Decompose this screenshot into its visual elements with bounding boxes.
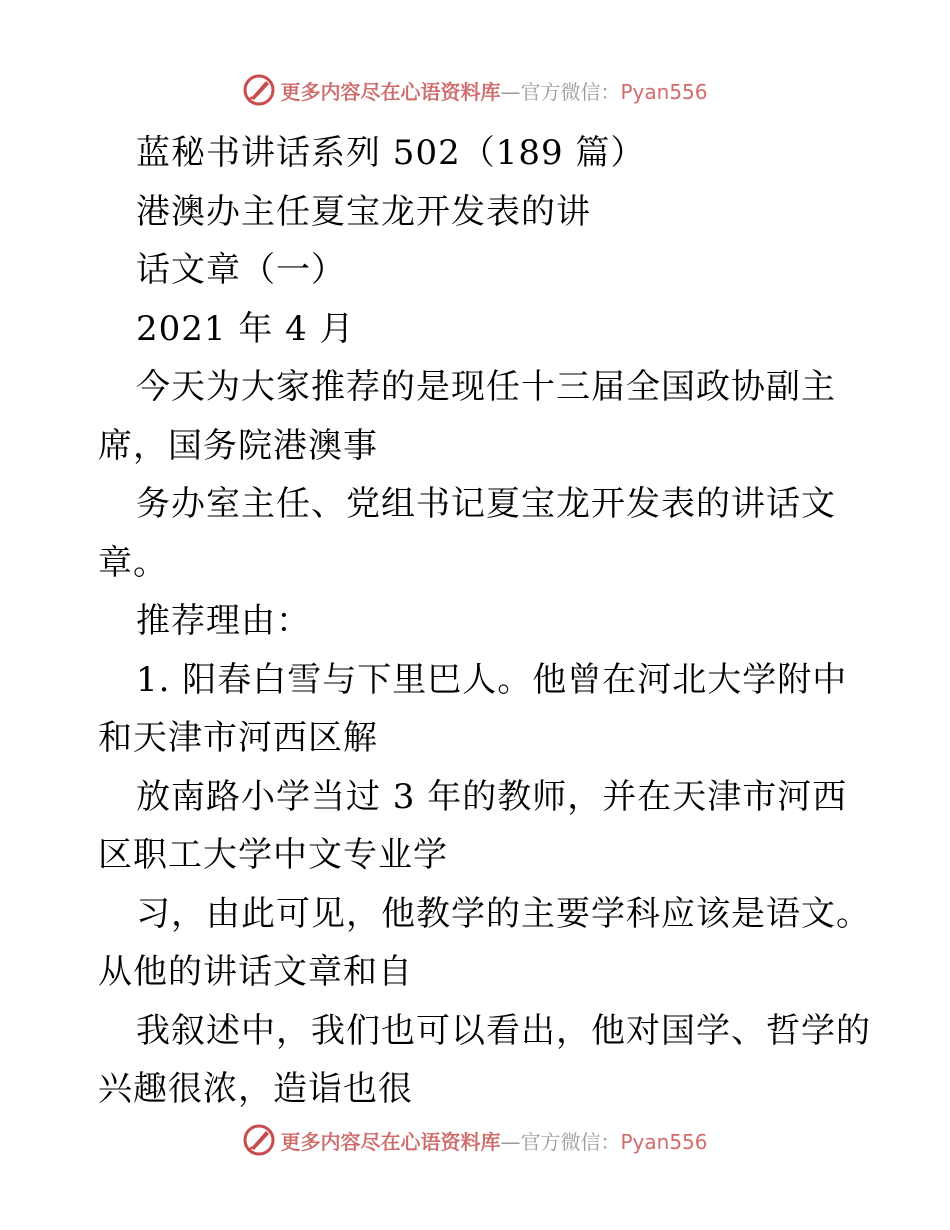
watermark-brand: 更多内容尽在心语资料库 [280,1129,501,1154]
text-line: 2021 年 4 月 [136,308,355,349]
text-line: 话文章（一） [136,250,346,290]
text-line: 从他的讲话文章和自 [98,952,413,992]
text-line: 我叙述中，我们也可以看出，他对国学、哲学的 [136,1010,871,1051]
text-line: 1. 阳春白雪与下里巴人。他曾在河北大学附中 [136,659,848,700]
text-line: 港澳办主任夏宝龙开发表的讲 [136,191,591,232]
watermark-official: 官方微信： [520,79,621,104]
footer-watermark [0,1120,950,1160]
text-line: 章。 [98,542,168,583]
text-line: 推荐理由： [136,601,311,641]
watermark-official: 官方微信： [520,1129,621,1154]
text-line: 习，由此可见，他教学的主要学科应该是语文。 [136,893,871,934]
watermark-wechat-id: Pyan556 [620,1129,708,1154]
quill-pen-circle-icon [242,1123,276,1157]
watermark-dash: — [500,79,521,104]
watermark-dash: — [500,1129,521,1154]
text-line: 兴趣很浓，造诣也很 [98,1069,413,1109]
text-line: 区职工大学中文专业学 [98,835,448,875]
text-line: 和天津市河西区解 [98,718,378,758]
header-watermark [0,70,950,110]
quill-pen-circle-icon [242,73,276,107]
document-body [98,124,871,1119]
watermark-text [280,1126,707,1155]
text-line: 蓝秘书讲话系列 502（189 篇） [136,133,646,173]
text-line: 放南路小学当过 3 年的教师，并在天津市河西 [136,776,848,817]
text-line: 今天为大家推荐的是现任十三届全国政协副主 [136,367,836,407]
watermark-wechat-id: Pyan556 [620,79,708,104]
text-line: 务办室主任、党组书记夏宝龙开发表的讲话文 [136,484,836,524]
watermark-text [280,76,707,105]
watermark-brand: 更多内容尽在心语资料库 [280,79,501,104]
text-line: 席，国务院港澳事 [98,425,378,466]
